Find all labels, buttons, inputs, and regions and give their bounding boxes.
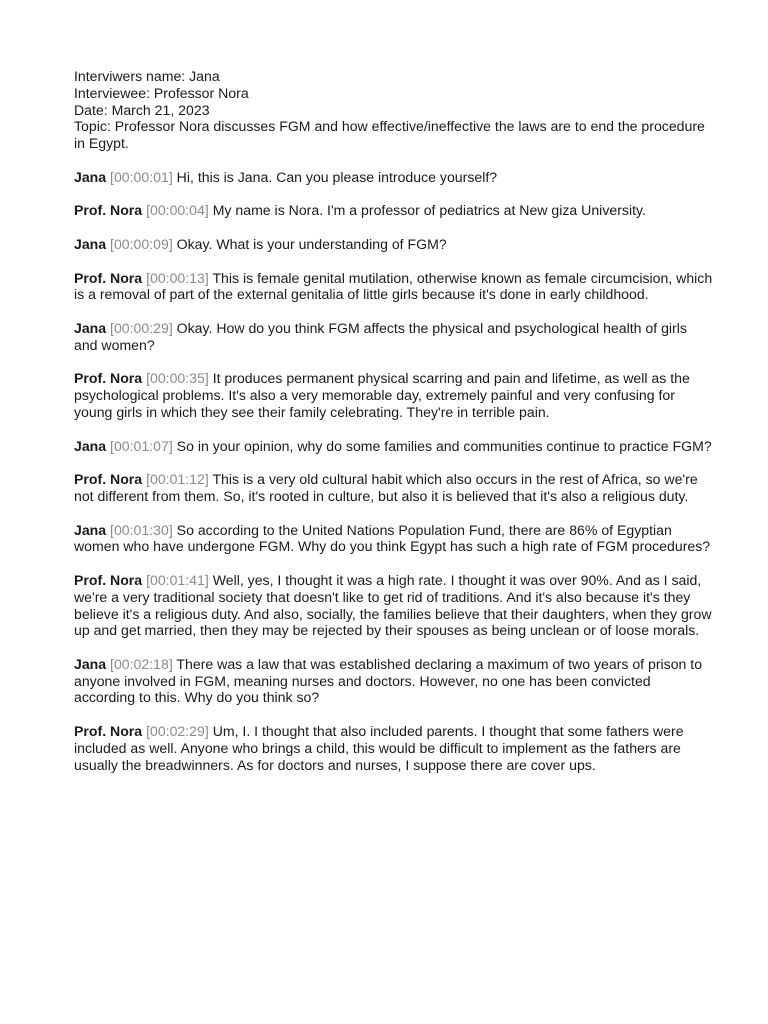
utterance-text: It produces permanent physical scarring and pain and lifetime, as well as the psychological problems. It's also a very memorable day, extremely painful and very confusing for young girls in which they see their family celebrating. They're in terrible pain. — [74, 370, 690, 420]
transcript-entry — [74, 320, 714, 354]
utterance-text: Um, I. I thought that also included parents. I thought that some fathers were included as well. Anyone who brings a child, this would be difficult to implement as the fathers are usually the breadwinners. As for doctors and nurses, I suppose there are cover ups. — [74, 723, 684, 773]
transcript-entry — [74, 471, 714, 505]
interview-date: Date: March 21, 2023 — [74, 101, 210, 118]
transcript-entry — [74, 236, 714, 253]
speaker-name: Prof. Nora — [74, 471, 143, 488]
transcript-entry — [74, 656, 714, 706]
speaker-name: Jana — [74, 437, 107, 454]
utterance-text: This is female genital mutilation, otherwise known as female circumcision, which is a removal of part of the external genitalia of little girls because it's done in early childhood. — [74, 269, 713, 303]
transcript-entry — [74, 202, 714, 219]
timestamp: [00:00:04] — [146, 202, 209, 219]
utterance-text: Okay. How do you think FGM affects the physical and psychological health of girls and women? — [74, 319, 687, 353]
timestamp: [00:02:29] — [146, 723, 209, 740]
interview-topic: Topic: Professor Nora discusses FGM and how effective/ineffective the laws are to end the procedure in Egypt. — [74, 118, 705, 152]
utterance-text: This is a very old cultural habit which also occurs in the rest of Africa, so we're not different from them. So, it's rooted in culture, but also it is believed that it's also a religious duty. — [74, 471, 698, 504]
speaker-name: Jana — [74, 235, 107, 252]
speaker-name: Prof. Nora — [74, 723, 143, 740]
timestamp: [00:00:13] — [146, 269, 209, 286]
speaker-name: Jana — [74, 168, 107, 185]
timestamp: [00:00:29] — [110, 319, 173, 336]
speaker-name: Prof. Nora — [74, 269, 143, 286]
timestamp: [00:01:41] — [146, 571, 209, 588]
speaker-name: Jana — [74, 655, 107, 672]
utterance-text: So according to the United Nations Population Fund, there are 86% of Egyptian women who have undergone FGM. Why do you think Egypt has such a high rate of FGM procedures? — [74, 521, 711, 555]
timestamp: [00:02:18] — [110, 655, 173, 672]
speaker-name: Prof. Nora — [74, 571, 143, 588]
transcript-entry — [74, 723, 714, 773]
timestamp: [00:01:30] — [110, 521, 173, 538]
transcript-entry — [74, 438, 714, 455]
speaker-name: Jana — [74, 319, 107, 336]
utterance-text: Okay. What is your understanding of FGM? — [176, 235, 447, 252]
utterance-text: My name is Nora. I'm a professor of pediatrics at New giza University. — [212, 202, 646, 219]
speaker-name: Jana — [74, 521, 107, 538]
interview-header — [74, 68, 714, 152]
transcript-entry — [74, 169, 714, 186]
timestamp: [00:01:07] — [110, 437, 173, 454]
interviewer-name: Interviwers name: Jana — [74, 68, 220, 84]
timestamp: [00:00:01] — [110, 168, 173, 185]
utterance-text: Hi, this is Jana. Can you please introduce yourself? — [176, 168, 498, 185]
speaker-name: Prof. Nora — [74, 370, 143, 387]
utterance-text: There was a law that was established declaring a maximum of two years of prison to anyone involved in FGM, meaning nurses and doctors. However, no one has been convicted according to this. Why do you think so? — [74, 655, 703, 706]
timestamp: [00:01:12] — [146, 471, 209, 488]
transcript-entry — [74, 370, 714, 420]
timestamp: [00:00:35] — [146, 370, 209, 387]
utterance-text: Well, yes, I thought it was a high rate. I thought it was over 90%. And as I said, we're a very traditional society that doesn't like to get rid of traditions. And it's also because it's they believe it's a religious duty. And also, socially, the families believe that their daughters, when they grow up and get married, then they may be rejected by their spouses as being unclean or of loose morals. — [74, 571, 712, 639]
timestamp: [00:00:09] — [110, 235, 173, 252]
utterance-text: So in your opinion, why do some families and communities continue to practice FGM? — [176, 437, 712, 454]
transcript-entry — [74, 572, 714, 639]
speaker-name: Prof. Nora — [74, 202, 143, 219]
transcript-page — [74, 68, 714, 790]
transcript-entry — [74, 522, 714, 556]
interviewee-name: Interviewee: Professor Nora — [74, 84, 249, 101]
transcript-entry — [74, 270, 714, 304]
